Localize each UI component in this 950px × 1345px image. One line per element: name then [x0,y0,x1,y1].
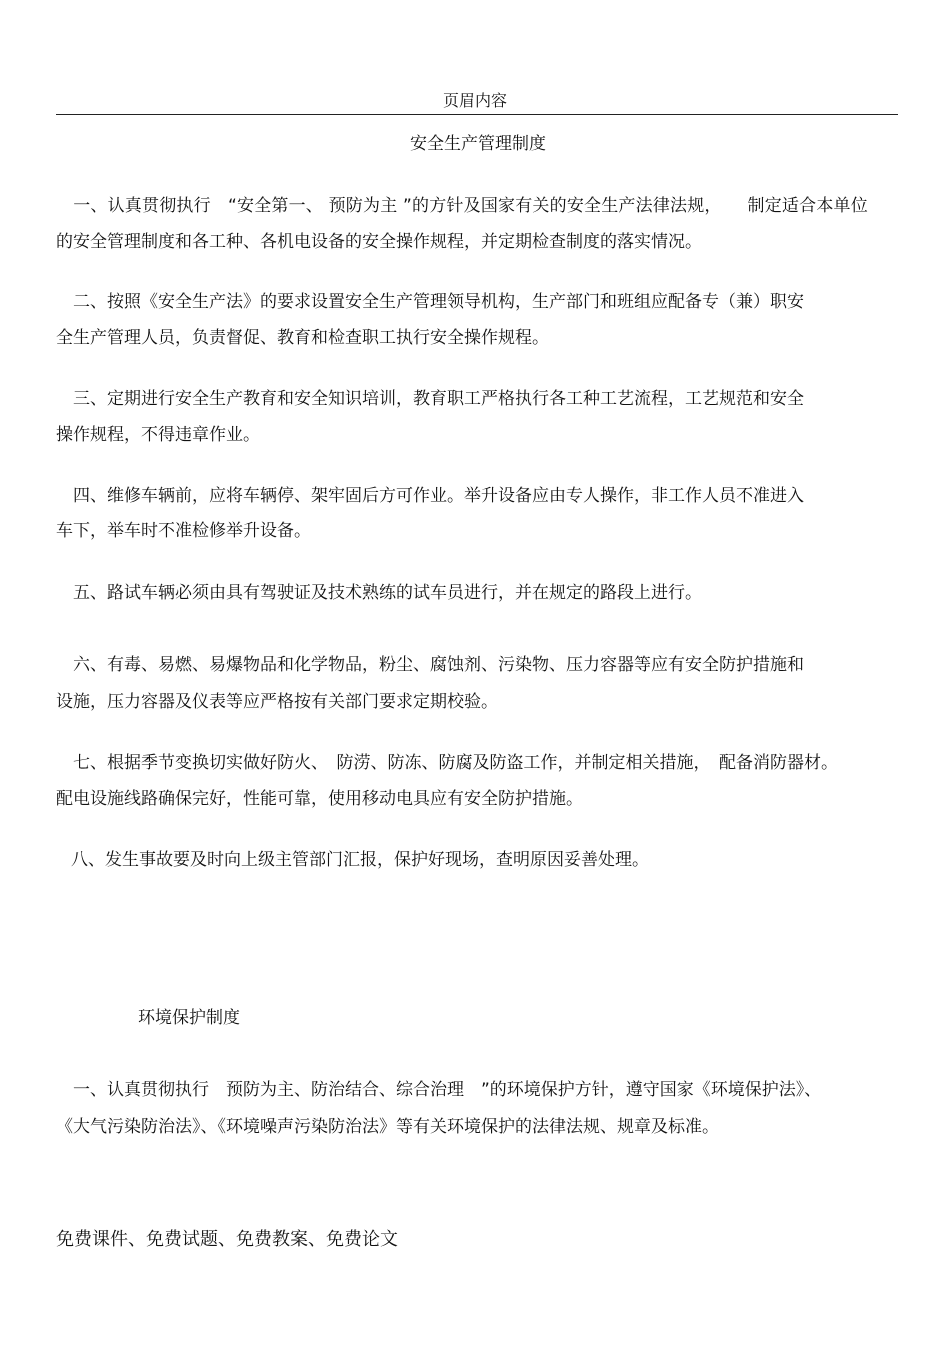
paragraph-line: 八、发生事故要及时向上级主管部门汇报，保护好现场，查明原因妥善处理。 [54,850,649,870]
header-text: 页眉内容 [442,91,507,110]
paragraph-line: 设施，压力容器及仪表等应严格按有关部门要求定期校验。 [56,692,498,712]
paragraph-line: 配电设施线路确保完好，性能可靠，使用移动电具应有安全防护措施。 [56,789,583,809]
paragraph-line: 二、按照《安全生产法》的要求设置安全生产管理领导机构，生产部门和班组应配备专（兼）职安 [56,292,804,312]
paragraph-line: 六、有毒、易燃、易爆物品和化学物品，粉尘、腐蚀剂、污染物、压力容器等应有安全防护措施和 [56,655,804,675]
paragraph-line: 的安全管理制度和各工种、各机电设备的安全操作规程，并定期检查制度的落实情况。 [56,232,702,252]
paragraph-line: 三、定期进行安全生产教育和安全知识培训，教育职工严格执行各工种工艺流程，工艺规范和安全 [56,389,804,409]
header-divider [56,114,898,115]
paragraph-line: 一、认真贯彻执行 预防为主、防治结合、综合治理 ”的环境保护方针，遵守国家《环境保护法》、 [56,1080,822,1100]
paragraph-line: 操作规程，不得违章作业。 [56,425,260,445]
paragraph-line: 车下，举车时不准检修举升设备。 [56,521,311,541]
paragraph-line: 《大气污染防治法》、《环境噪声污染防治法》等有关环境保护的法律法规、规章及标准。 [56,1117,719,1137]
section-title: 环境保护制度 [138,1008,240,1028]
section-title: 安全生产管理制度 [410,134,546,154]
paragraph-line: 一、认真贯彻执行 “安全第一、 预防为主 ”的方针及国家有关的安全生产法律法规， 制定适合本单位 [56,196,868,216]
paragraph-line: 全生产管理人员，负责督促、教育和检查职工执行安全操作规程。 [56,328,549,348]
paragraph-line: 七、根据季节变换切实做好防火、 防涝、防冻、防腐及防盗工作，并制定相关措施， 配备消防器材。 [56,753,838,773]
paragraph-line: 四、维修车辆前，应将车辆停、架牢固后方可作业。举升设备应由专人操作，非工作人员不准进入 [56,486,804,506]
paragraph-line: 五、路试车辆必须由具有驾驶证及技术熟练的试车员进行，并在规定的路段上进行。 [56,583,702,603]
page-footer: 免费课件、免费试题、免费教案、免费论文 [56,1229,398,1250]
